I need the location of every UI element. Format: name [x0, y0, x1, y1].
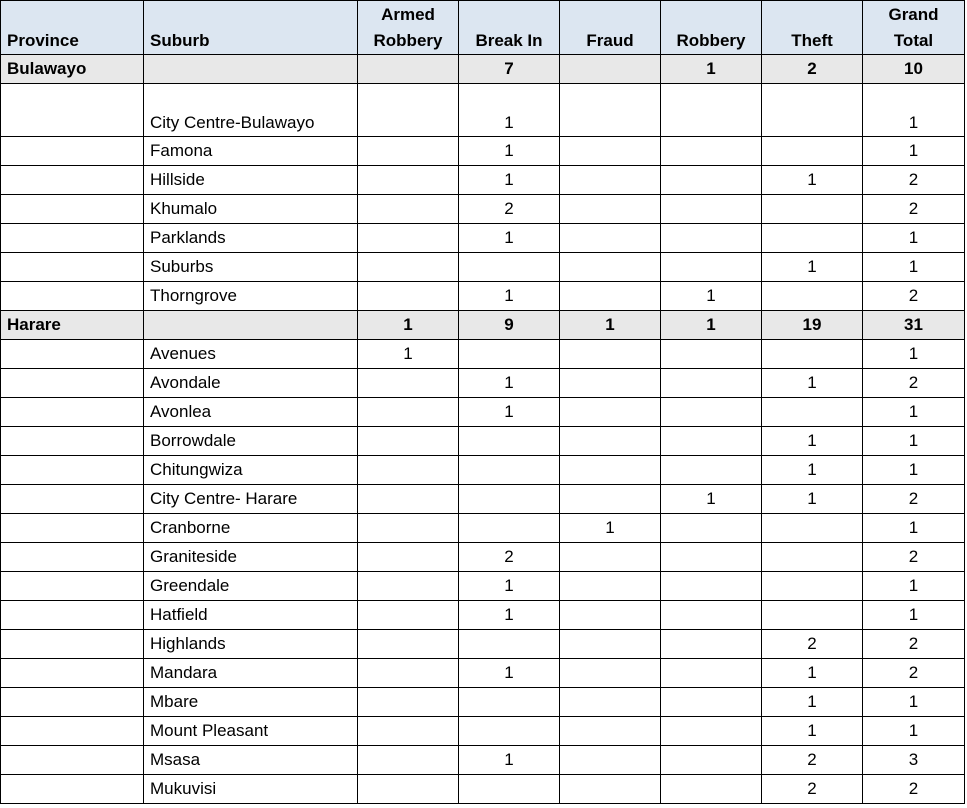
cell-province [1, 746, 144, 775]
cell-break-in [459, 340, 560, 369]
header-grand-total: Grand Total [863, 1, 965, 55]
cell-theft [762, 195, 863, 224]
cell-theft [762, 572, 863, 601]
cell-theft: 1 [762, 456, 863, 485]
cell-suburb: Avonlea [144, 398, 358, 427]
cell-grand-total: 2 [863, 659, 965, 688]
cell-armed-robbery: 1 [358, 311, 459, 340]
cell-province [1, 572, 144, 601]
cell-grand-total: 3 [863, 746, 965, 775]
cell-break-in: 1 [459, 369, 560, 398]
table-body [1, 55, 965, 804]
cell-break-in: 1 [459, 166, 560, 195]
cell-suburb: Mukuvisi [144, 775, 358, 804]
cell-armed-robbery [358, 543, 459, 572]
suburb-row [1, 137, 965, 166]
cell-armed-robbery [358, 398, 459, 427]
cell-grand-total: 1 [863, 572, 965, 601]
cell-break-in [459, 253, 560, 282]
cell-theft: 1 [762, 688, 863, 717]
cell-province [1, 543, 144, 572]
cell-province [1, 456, 144, 485]
cell-fraud: 1 [560, 311, 661, 340]
suburb-row [1, 369, 965, 398]
cell-robbery [661, 137, 762, 166]
cell-break-in: 1 [459, 746, 560, 775]
cell-theft: 1 [762, 659, 863, 688]
cell-fraud [560, 137, 661, 166]
header-fraud: Fraud [560, 1, 661, 55]
cell-suburb: Thorngrove [144, 282, 358, 311]
cell-armed-robbery [358, 427, 459, 456]
cell-fraud [560, 717, 661, 746]
cell-grand-total: 1 [863, 340, 965, 369]
cell-province [1, 427, 144, 456]
suburb-row [1, 601, 965, 630]
cell-break-in [459, 630, 560, 659]
cell-province [1, 282, 144, 311]
cell-robbery [661, 84, 762, 137]
cell-suburb: Cranborne [144, 514, 358, 543]
cell-armed-robbery [358, 84, 459, 137]
cell-suburb: Mbare [144, 688, 358, 717]
cell-province [1, 137, 144, 166]
cell-fraud [560, 630, 661, 659]
cell-robbery [661, 369, 762, 398]
cell-suburb: City Centre- Harare [144, 485, 358, 514]
suburb-row [1, 746, 965, 775]
cell-armed-robbery [358, 195, 459, 224]
cell-robbery [661, 572, 762, 601]
cell-province [1, 195, 144, 224]
suburb-row [1, 514, 965, 543]
cell-suburb: Greendale [144, 572, 358, 601]
cell-fraud [560, 427, 661, 456]
cell-suburb: City Centre-Bulawayo [144, 84, 358, 137]
cell-break-in [459, 688, 560, 717]
cell-armed-robbery [358, 485, 459, 514]
cell-suburb: Borrowdale [144, 427, 358, 456]
cell-armed-robbery [358, 282, 459, 311]
cell-theft [762, 398, 863, 427]
cell-theft [762, 543, 863, 572]
suburb-row [1, 340, 965, 369]
cell-suburb [144, 55, 358, 84]
cell-robbery [661, 746, 762, 775]
cell-theft: 2 [762, 630, 863, 659]
cell-province: Harare [1, 311, 144, 340]
header-armed-robbery: Armed Robbery [358, 1, 459, 55]
cell-robbery [661, 195, 762, 224]
cell-theft [762, 282, 863, 311]
cell-grand-total: 1 [863, 137, 965, 166]
cell-theft [762, 84, 863, 137]
cell-robbery [661, 224, 762, 253]
cell-robbery [661, 166, 762, 195]
cell-break-in: 1 [459, 282, 560, 311]
cell-suburb: Msasa [144, 746, 358, 775]
cell-fraud [560, 543, 661, 572]
cell-grand-total: 1 [863, 224, 965, 253]
cell-theft: 1 [762, 166, 863, 195]
cell-province: Bulawayo [1, 55, 144, 84]
cell-suburb: Avondale [144, 369, 358, 398]
cell-fraud [560, 55, 661, 84]
cell-grand-total: 1 [863, 514, 965, 543]
cell-suburb: Chitungwiza [144, 456, 358, 485]
cell-break-in: 1 [459, 398, 560, 427]
cell-grand-total: 1 [863, 456, 965, 485]
cell-armed-robbery [358, 572, 459, 601]
cell-theft [762, 224, 863, 253]
cell-fraud [560, 659, 661, 688]
cell-grand-total: 2 [863, 485, 965, 514]
cell-grand-total: 1 [863, 253, 965, 282]
cell-grand-total: 2 [863, 195, 965, 224]
cell-robbery [661, 398, 762, 427]
cell-province [1, 398, 144, 427]
cell-grand-total: 1 [863, 427, 965, 456]
cell-suburb [144, 311, 358, 340]
cell-robbery: 1 [661, 282, 762, 311]
cell-armed-robbery [358, 55, 459, 84]
cell-break-in: 2 [459, 195, 560, 224]
cell-robbery [661, 717, 762, 746]
cell-province [1, 253, 144, 282]
cell-break-in: 2 [459, 543, 560, 572]
cell-fraud [560, 688, 661, 717]
cell-grand-total: 31 [863, 311, 965, 340]
cell-fraud [560, 398, 661, 427]
suburb-row [1, 572, 965, 601]
cell-suburb: Mount Pleasant [144, 717, 358, 746]
cell-armed-robbery [358, 224, 459, 253]
cell-robbery [661, 775, 762, 804]
cell-break-in: 1 [459, 601, 560, 630]
cell-province [1, 601, 144, 630]
suburb-row [1, 659, 965, 688]
cell-theft: 2 [762, 746, 863, 775]
cell-theft: 2 [762, 55, 863, 84]
cell-robbery [661, 688, 762, 717]
cell-fraud [560, 775, 661, 804]
suburb-row [1, 485, 965, 514]
cell-break-in: 9 [459, 311, 560, 340]
cell-robbery [661, 630, 762, 659]
cell-break-in: 7 [459, 55, 560, 84]
header-province: Province [1, 1, 144, 55]
cell-suburb: Graniteside [144, 543, 358, 572]
suburb-row [1, 630, 965, 659]
cell-robbery: 1 [661, 311, 762, 340]
province-row [1, 55, 965, 84]
cell-armed-robbery [358, 630, 459, 659]
cell-break-in [459, 775, 560, 804]
cell-fraud [560, 456, 661, 485]
suburb-row [1, 688, 965, 717]
cell-fraud [560, 84, 661, 137]
cell-theft: 19 [762, 311, 863, 340]
cell-armed-robbery [358, 514, 459, 543]
cell-suburb: Khumalo [144, 195, 358, 224]
cell-armed-robbery [358, 456, 459, 485]
suburb-row [1, 195, 965, 224]
cell-break-in: 1 [459, 572, 560, 601]
cell-province [1, 340, 144, 369]
province-row [1, 311, 965, 340]
cell-grand-total: 2 [863, 166, 965, 195]
cell-grand-total: 1 [863, 601, 965, 630]
cell-break-in: 1 [459, 224, 560, 253]
cell-province [1, 369, 144, 398]
cell-armed-robbery [358, 659, 459, 688]
cell-robbery [661, 601, 762, 630]
cell-robbery [661, 543, 762, 572]
cell-grand-total: 10 [863, 55, 965, 84]
cell-break-in [459, 427, 560, 456]
cell-theft: 1 [762, 717, 863, 746]
cell-province [1, 166, 144, 195]
cell-armed-robbery [358, 137, 459, 166]
cell-theft [762, 340, 863, 369]
cell-suburb: Hillside [144, 166, 358, 195]
suburb-row [1, 84, 965, 137]
cell-robbery: 1 [661, 55, 762, 84]
table-header [1, 1, 965, 55]
cell-fraud [560, 253, 661, 282]
cell-theft: 1 [762, 369, 863, 398]
cell-armed-robbery [358, 369, 459, 398]
header-suburb: Suburb [144, 1, 358, 55]
cell-province [1, 775, 144, 804]
cell-break-in: 1 [459, 659, 560, 688]
cell-fraud [560, 746, 661, 775]
cell-armed-robbery [358, 601, 459, 630]
cell-province [1, 688, 144, 717]
cell-province [1, 717, 144, 746]
cell-grand-total: 1 [863, 398, 965, 427]
cell-break-in [459, 456, 560, 485]
cell-fraud [560, 601, 661, 630]
cell-suburb: Suburbs [144, 253, 358, 282]
suburb-row [1, 456, 965, 485]
header-robbery: Robbery [661, 1, 762, 55]
suburb-row [1, 166, 965, 195]
suburb-row [1, 427, 965, 456]
cell-robbery: 1 [661, 485, 762, 514]
suburb-row [1, 717, 965, 746]
cell-theft: 1 [762, 253, 863, 282]
cell-suburb: Parklands [144, 224, 358, 253]
cell-grand-total: 1 [863, 717, 965, 746]
cell-break-in [459, 514, 560, 543]
cell-province [1, 84, 144, 137]
cell-province [1, 224, 144, 253]
cell-grand-total: 2 [863, 282, 965, 311]
cell-grand-total: 2 [863, 630, 965, 659]
cell-robbery [661, 659, 762, 688]
cell-suburb: Highlands [144, 630, 358, 659]
cell-fraud [560, 369, 661, 398]
cell-grand-total: 2 [863, 543, 965, 572]
cell-suburb: Avenues [144, 340, 358, 369]
cell-fraud [560, 282, 661, 311]
cell-robbery [661, 340, 762, 369]
cell-armed-robbery [358, 746, 459, 775]
cell-fraud [560, 224, 661, 253]
cell-suburb: Famona [144, 137, 358, 166]
cell-armed-robbery [358, 717, 459, 746]
suburb-row [1, 253, 965, 282]
cell-grand-total: 2 [863, 775, 965, 804]
cell-province [1, 659, 144, 688]
cell-province [1, 485, 144, 514]
cell-suburb: Hatfield [144, 601, 358, 630]
cell-break-in [459, 717, 560, 746]
cell-fraud [560, 572, 661, 601]
cell-theft: 2 [762, 775, 863, 804]
cell-robbery [661, 253, 762, 282]
cell-armed-robbery [358, 775, 459, 804]
header-theft: Theft [762, 1, 863, 55]
cell-break-in [459, 485, 560, 514]
suburb-row [1, 775, 965, 804]
cell-break-in: 1 [459, 137, 560, 166]
cell-theft [762, 514, 863, 543]
cell-armed-robbery [358, 688, 459, 717]
cell-armed-robbery [358, 253, 459, 282]
suburb-row [1, 398, 965, 427]
cell-break-in: 1 [459, 84, 560, 137]
cell-armed-robbery: 1 [358, 340, 459, 369]
cell-fraud [560, 166, 661, 195]
cell-theft [762, 601, 863, 630]
cell-province [1, 630, 144, 659]
suburb-row [1, 282, 965, 311]
cell-theft: 1 [762, 427, 863, 456]
cell-robbery [661, 456, 762, 485]
cell-armed-robbery [358, 166, 459, 195]
cell-grand-total: 1 [863, 84, 965, 137]
cell-grand-total: 1 [863, 688, 965, 717]
cell-robbery [661, 427, 762, 456]
suburb-row [1, 224, 965, 253]
cell-suburb: Mandara [144, 659, 358, 688]
cell-robbery [661, 514, 762, 543]
cell-fraud: 1 [560, 514, 661, 543]
header-row [1, 1, 965, 55]
header-break-in: Break In [459, 1, 560, 55]
cell-province [1, 514, 144, 543]
cell-grand-total: 2 [863, 369, 965, 398]
cell-fraud [560, 485, 661, 514]
cell-fraud [560, 195, 661, 224]
cell-theft: 1 [762, 485, 863, 514]
cell-theft [762, 137, 863, 166]
cell-fraud [560, 340, 661, 369]
suburb-row [1, 543, 965, 572]
